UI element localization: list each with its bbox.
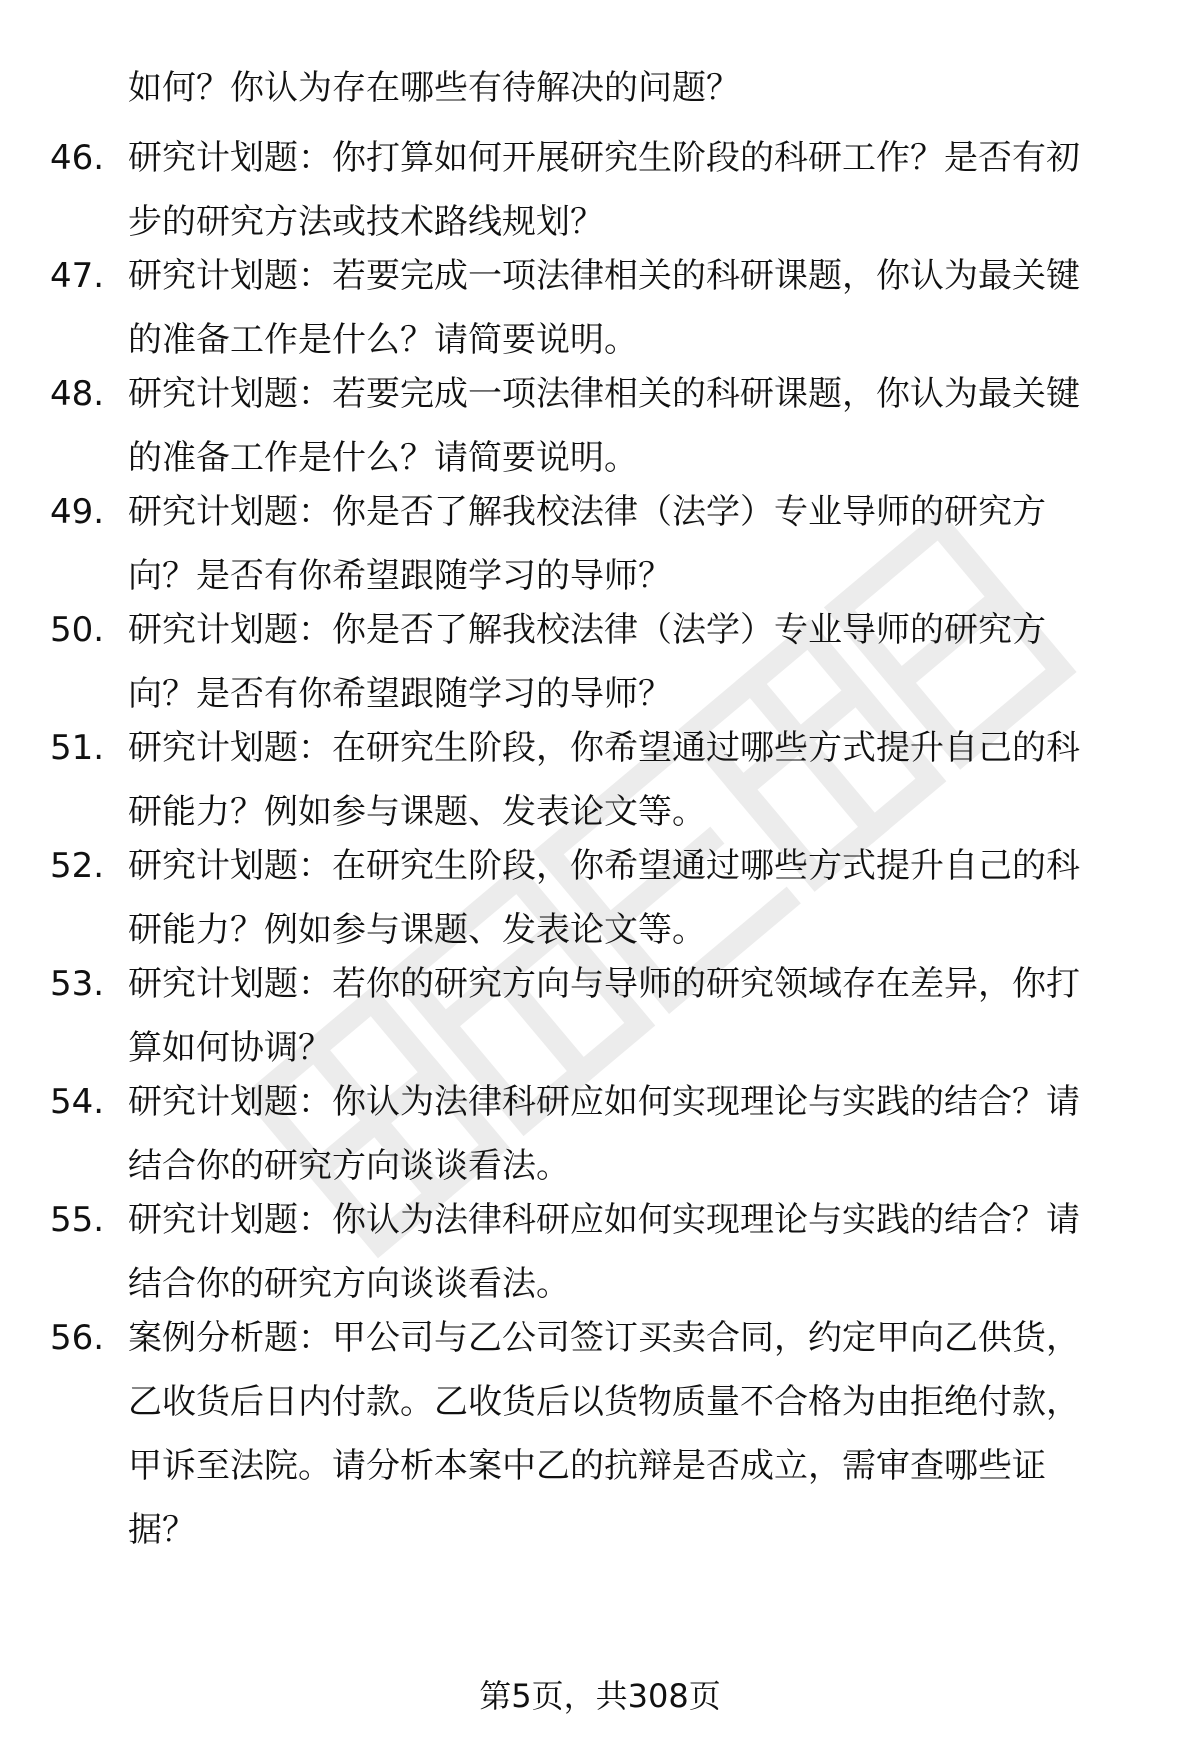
question-text: 研究计划题：若要完成一项法律相关的科研课题，你认为最关键 的准备工作是什么？请简要说明。 (128, 374, 1080, 478)
question-number: 49. (50, 492, 105, 532)
question-item (50, 126, 1150, 254)
question-item (50, 244, 1150, 372)
page-footer: 第5页，共308页 (479, 1677, 721, 1715)
question-number: 52. (50, 846, 105, 886)
question-number: 53. (50, 964, 105, 1004)
question-item (50, 1306, 1150, 1562)
question-item (50, 952, 1150, 1080)
question-number: 54. (50, 1082, 105, 1122)
question-number: 47. (50, 256, 105, 296)
question-item (50, 716, 1150, 844)
continuation-line: 如何？你认为存在哪些有待解决的问题？ (128, 68, 740, 108)
question-text: 案例分析题：甲公司与乙公司签订买卖合同，约定甲向乙供货， 乙收货后日内付款。乙收货后以货物质量不合格为由拒绝付款， 甲诉至法院。请分析本案中乙的抗辩是否成立，需审查哪些证 据？ (128, 1318, 1080, 1550)
question-text: 研究计划题：你是否了解我校法律（法学）专业导师的研究方 向？是否有你希望跟随学习的导师？ (128, 492, 1046, 596)
question-text: 研究计划题：你认为法律科研应如何实现理论与实践的结合？请 结合你的研究方向谈谈看法。 (128, 1082, 1080, 1186)
question-text: 研究计划题：在研究生阶段，你希望通过哪些方式提升自己的科 研能力？例如参与课题、发表论文等。 (128, 846, 1080, 950)
question-item (50, 598, 1150, 726)
question-number: 48. (50, 374, 105, 414)
question-item (50, 834, 1150, 962)
question-item (50, 480, 1150, 608)
question-item (50, 362, 1150, 490)
question-text: 研究计划题：你是否了解我校法律（法学）专业导师的研究方 向？是否有你希望跟随学习的导师？ (128, 610, 1046, 714)
question-text: 研究计划题：在研究生阶段，你希望通过哪些方式提升自己的科 研能力？例如参与课题、发表论文等。 (128, 728, 1080, 832)
question-number: 55. (50, 1200, 105, 1240)
question-number: 56. (50, 1318, 105, 1358)
question-number: 46. (50, 138, 105, 178)
question-text: 研究计划题：若要完成一项法律相关的科研课题，你认为最关键 的准备工作是什么？请简要说明。 (128, 256, 1080, 360)
question-text: 研究计划题：若你的研究方向与导师的研究领域存在差异，你打 算如何协调？ (128, 964, 1080, 1068)
question-text: 研究计划题：你认为法律科研应如何实现理论与实践的结合？请 结合你的研究方向谈谈看法。 (128, 1200, 1080, 1304)
question-number: 50. (50, 610, 105, 650)
question-item (50, 1070, 1150, 1198)
question-item (50, 1188, 1150, 1316)
question-number: 51. (50, 728, 105, 768)
question-text: 研究计划题：你打算如何开展研究生阶段的科研工作？是否有初 步的研究方法或技术路线规划？ (128, 138, 1080, 242)
